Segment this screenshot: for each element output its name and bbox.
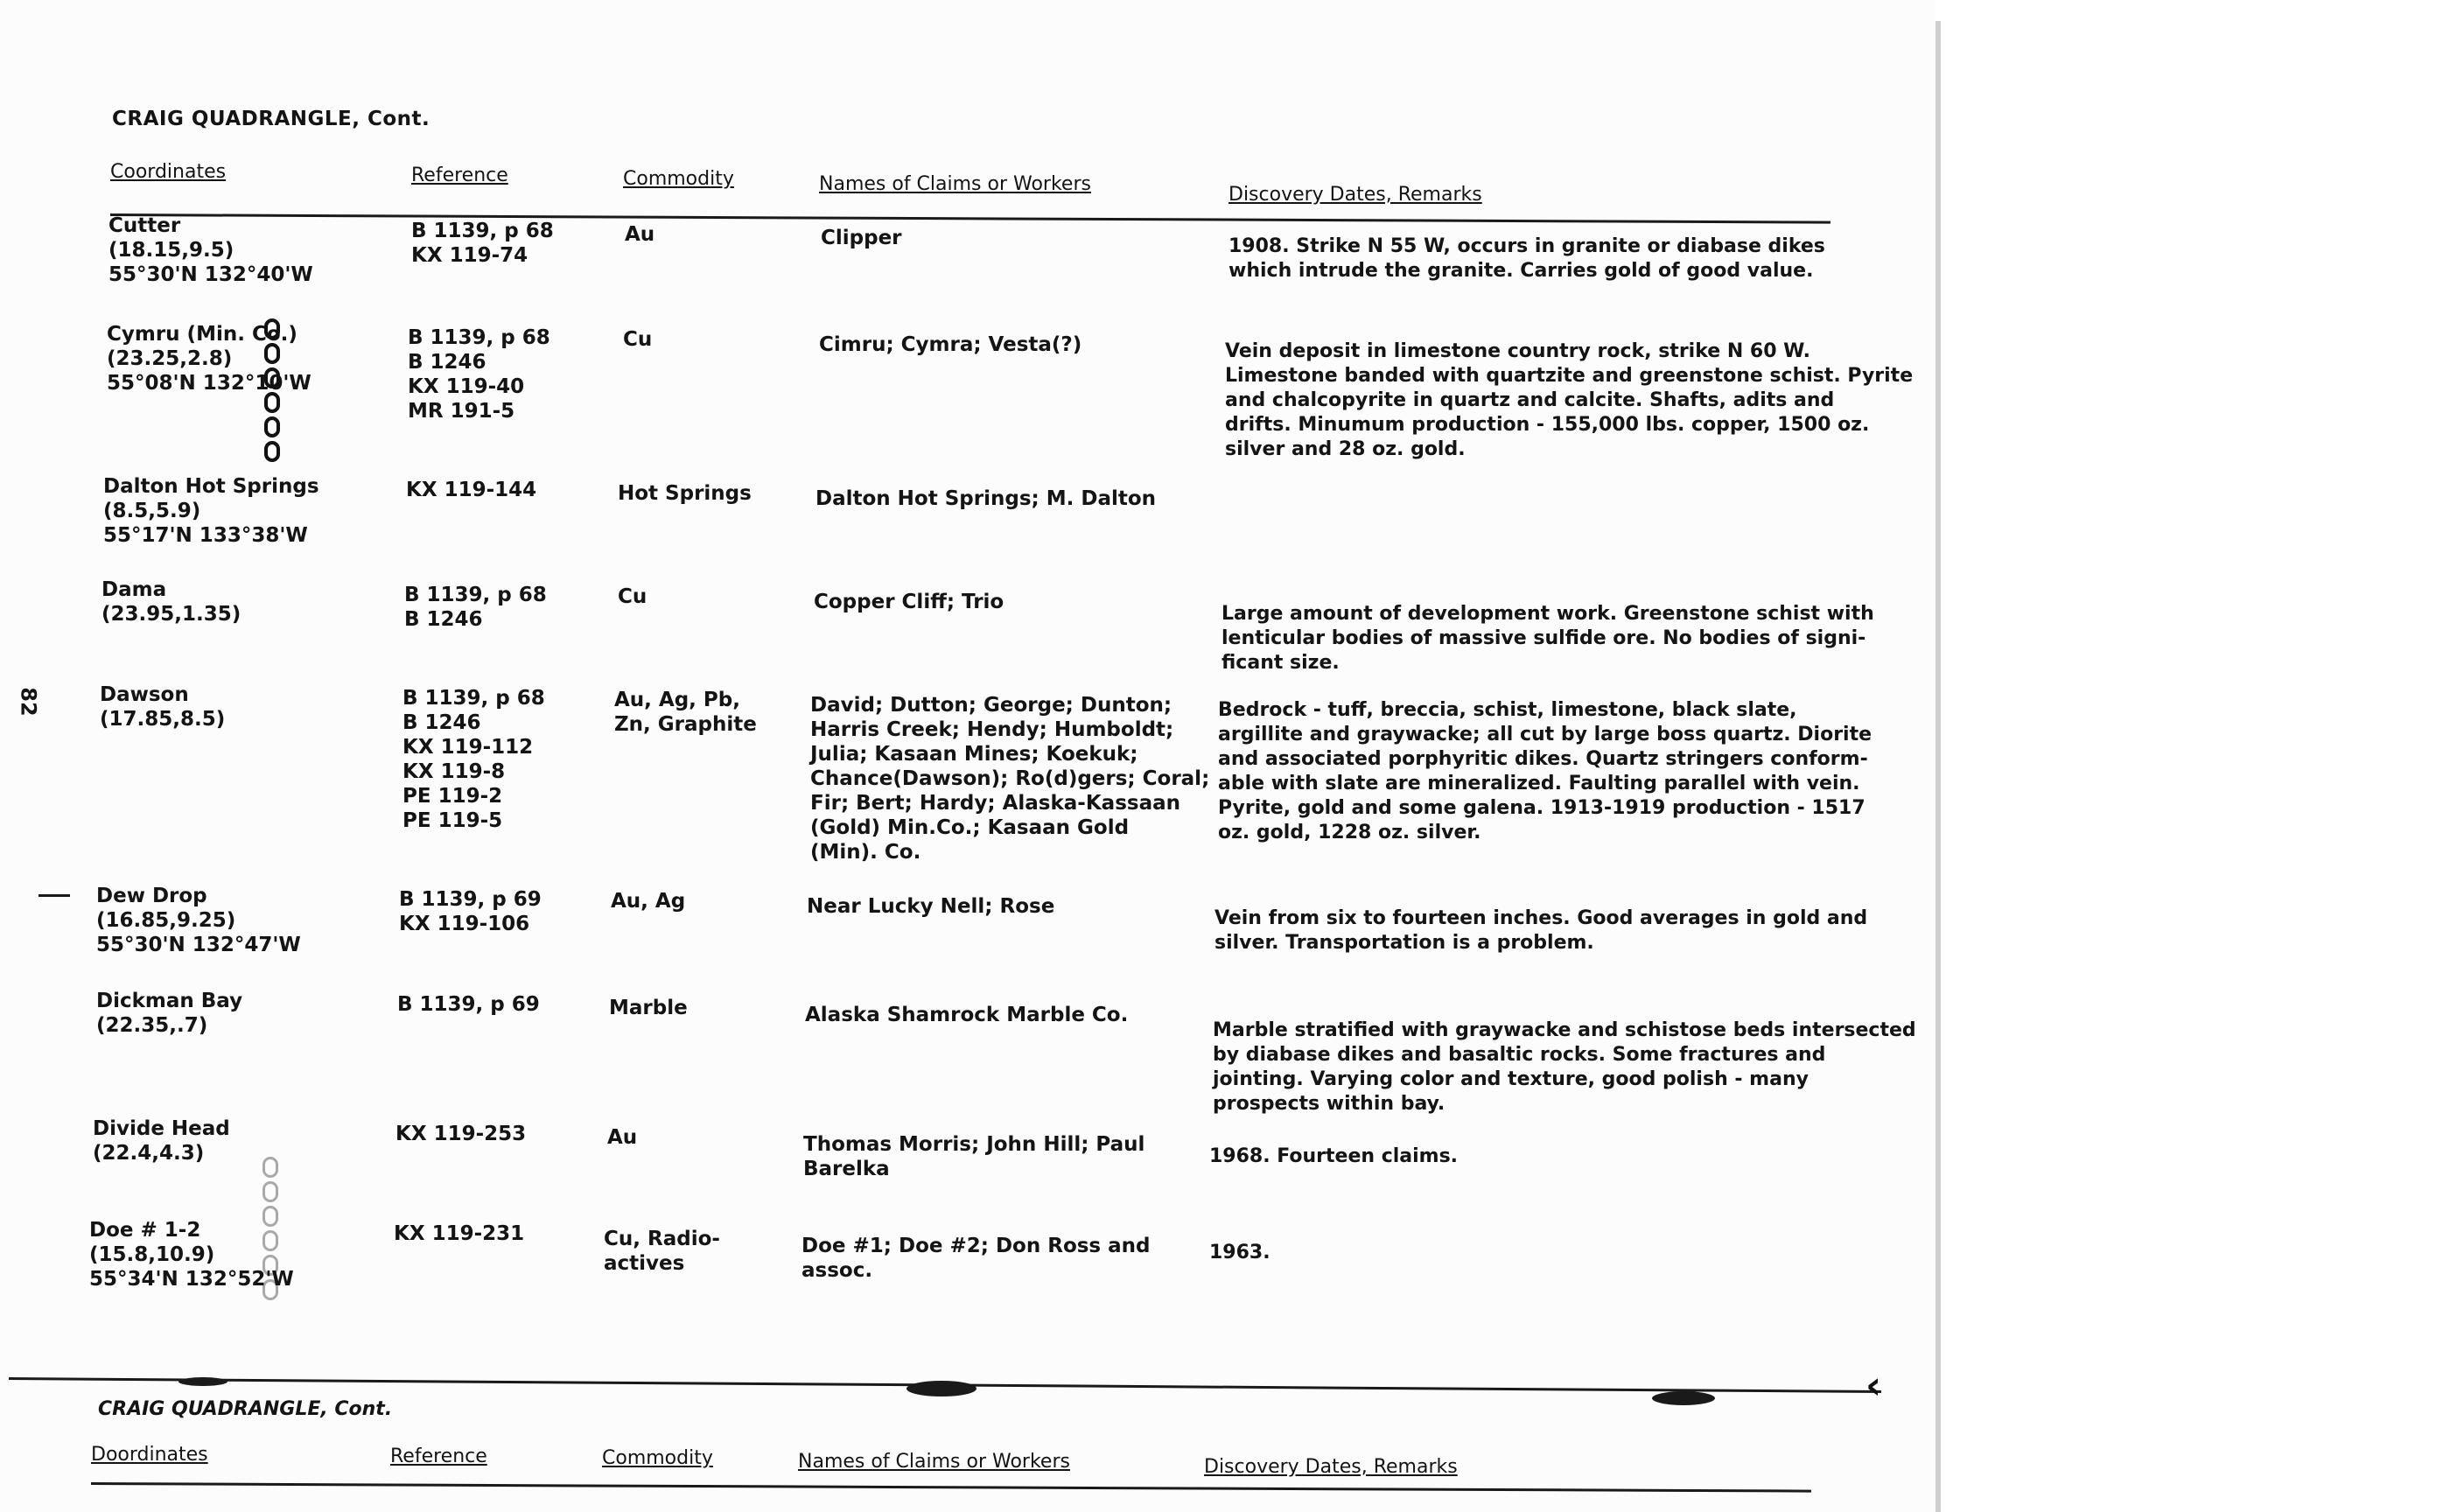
row-dawson-reference: B 1139, p 68 B 1246 KX 119-112 KX 119-8 PE 119-2 PE 119-5 [402, 687, 545, 832]
row-cymru-reference: B 1139, p 68 B 1246 KX 119-40 MR 191-5 [408, 326, 550, 423]
row-divide-remarks: 1968. Fourteen claims. [1209, 1145, 1459, 1167]
row-divide-names: Thomas Morris; John Hill; Paul Barelka [803, 1133, 1145, 1180]
row-dickman-commodity: Marble [609, 997, 688, 1019]
cont-header-commodity: Commodity [602, 1447, 713, 1469]
margin-dash-mark [38, 894, 70, 897]
row-dalton-names: Dalton Hot Springs; M. Dalton [816, 487, 1157, 510]
row-doe-coordinates: Doe # 1-2 (15.8,10.9) 55°34'N 132°52'W [89, 1219, 294, 1291]
row-cutter-remarks: 1908. Strike N 55 W, occurs in granite or diabase dikes which intrude the granite. Carries gold of good value. [1228, 235, 1825, 282]
row-dawson-commodity: Au, Ag, Pb, Zn, Graphite [614, 689, 757, 736]
tear-blot-left [178, 1377, 228, 1386]
row-cymru-coordinates: Cymru (Min. Co.) (23.25,2.8) 55°08'N 132°10'W [107, 323, 312, 395]
row-cutter-commodity: Au [625, 223, 655, 246]
row-dewdrop-reference: B 1139, p 69 KX 119-106 [399, 888, 542, 935]
page-edge-shadow [1936, 21, 1941, 1512]
row-dama-names: Copper Cliff; Trio [814, 591, 1004, 613]
row-cymru-remarks: Vein deposit in limestone country rock, strike N 60 W. Limestone banded with quartzite and greenstone schist. Pyrite and chalcopyrite in quartz and calcite. Shafts, adits and drifts. Minumum production - 155,000 lbs. copper, 1500 oz. silver and 28 oz. gold. [1225, 340, 1914, 460]
page-number: 82 [16, 687, 41, 717]
tear-blot-middle [906, 1381, 976, 1396]
row-divide-commodity: Au [607, 1126, 638, 1149]
row-dalton-reference: KX 119-144 [406, 479, 537, 501]
header-names: Names of Claims or Workers [819, 173, 1091, 195]
tear-blot-right [1652, 1391, 1715, 1405]
row-dickman-names: Alaska Shamrock Marble Co. [805, 1004, 1129, 1026]
row-dalton-coordinates: Dalton Hot Springs (8.5,5.9) 55°17'N 133°38'W [103, 475, 319, 547]
row-dewdrop-commodity: Au, Ag [611, 890, 686, 913]
row-dawson-names: David; Dutton; George; Dunton; Harris Creek; Hendy; Humboldt; Julia; Kasaan Mines; Koekuk; Chance(Dawson); Ro(d)gers; Coral; Fir; Bert; Hardy; Alaska-Kassaan (Gold) Min.Co.; Kasaan Gold (Min). Co. [810, 694, 1210, 864]
cont-header-coordinates: Doordinates [91, 1444, 208, 1466]
row-divide-coordinates: Divide Head (22.4,4.3) [93, 1117, 230, 1165]
row-doe-reference: KX 119-231 [394, 1222, 525, 1245]
cont-header-reference: Reference [390, 1446, 487, 1467]
header-remarks: Discovery Dates, Remarks [1228, 184, 1482, 206]
row-dama-reference: B 1139, p 68 B 1246 [404, 584, 547, 631]
row-dewdrop-coordinates: Dew Drop (16.85,9.25) 55°30'N 132°47'W [96, 885, 301, 956]
row-dama-remarks: Large amount of development work. Greenstone schist with lenticular bodies of massive sulfide ore. No bodies of signi- ficant size. [1222, 603, 1874, 674]
header-reference: Reference [411, 164, 508, 186]
row-dama-commodity: Cu [618, 585, 648, 608]
row-cymru-commodity: Cu [623, 328, 653, 351]
row-doe-remarks: 1963. [1209, 1242, 1270, 1264]
row-doe-names: Doe #1; Doe #2; Don Ross and assoc. [802, 1235, 1151, 1282]
cont-header-remarks: Discovery Dates, Remarks [1204, 1456, 1458, 1478]
row-dickman-coordinates: Dickman Bay (22.35,.7) [96, 990, 243, 1037]
row-dickman-remarks: Marble stratified with graywacke and schistose beds intersected by diabase dikes and basaltic rocks. Some fractures and jointing. Varying color and texture, good polish - many prospects within bay. [1213, 1019, 1916, 1115]
row-dewdrop-names: Near Lucky Nell; Rose [807, 895, 1055, 918]
row-cutter-reference: B 1139, p 68 KX 119-74 [411, 220, 554, 267]
row-dalton-commodity: Hot Springs [618, 482, 752, 505]
row-cutter-coordinates: Cutter (18.15,9.5) 55°30'N 132°40'W [108, 214, 313, 286]
row-cymru-names: Cimru; Cymra; Vesta(?) [819, 333, 1082, 356]
row-cutter-names: Clipper [821, 227, 902, 249]
cont-header-names: Names of Claims or Workers [798, 1451, 1070, 1473]
row-dawson-coordinates: Dawson (17.85,8.5) [100, 683, 226, 731]
tear-arrow-mark: ‹ [1866, 1363, 1882, 1408]
continuation-title: CRAIG QUADRANGLE, Cont. [98, 1398, 393, 1420]
row-dewdrop-remarks: Vein from six to fourteen inches. Good averages in gold and silver. Transportation is a problem. [1214, 907, 1868, 954]
row-divide-reference: KX 119-253 [396, 1123, 527, 1145]
microfilm-mark [261, 318, 284, 462]
row-dawson-remarks: Bedrock - tuff, breccia, schist, limestone, black slate, argillite and graywacke; all cut by large boss quartz. Diorite and associated porphyritic dikes. Quartz stringers conform- able with slate are mineralized. Faulting parallel with vein. Pyrite, gold and some galena. 1913-1919 production - 1517 oz. gold, 1228 oz. silver. [1218, 699, 1872, 844]
header-coordinates: Coordinates [110, 161, 227, 183]
row-dickman-reference: B 1139, p 69 [397, 993, 540, 1016]
row-dama-coordinates: Dama (23.95,1.35) [102, 578, 242, 626]
page-title: CRAIG QUADRANGLE, Cont. [112, 108, 430, 130]
row-doe-commodity: Cu, Radio- actives [604, 1228, 720, 1275]
header-commodity: Commodity [623, 168, 734, 190]
